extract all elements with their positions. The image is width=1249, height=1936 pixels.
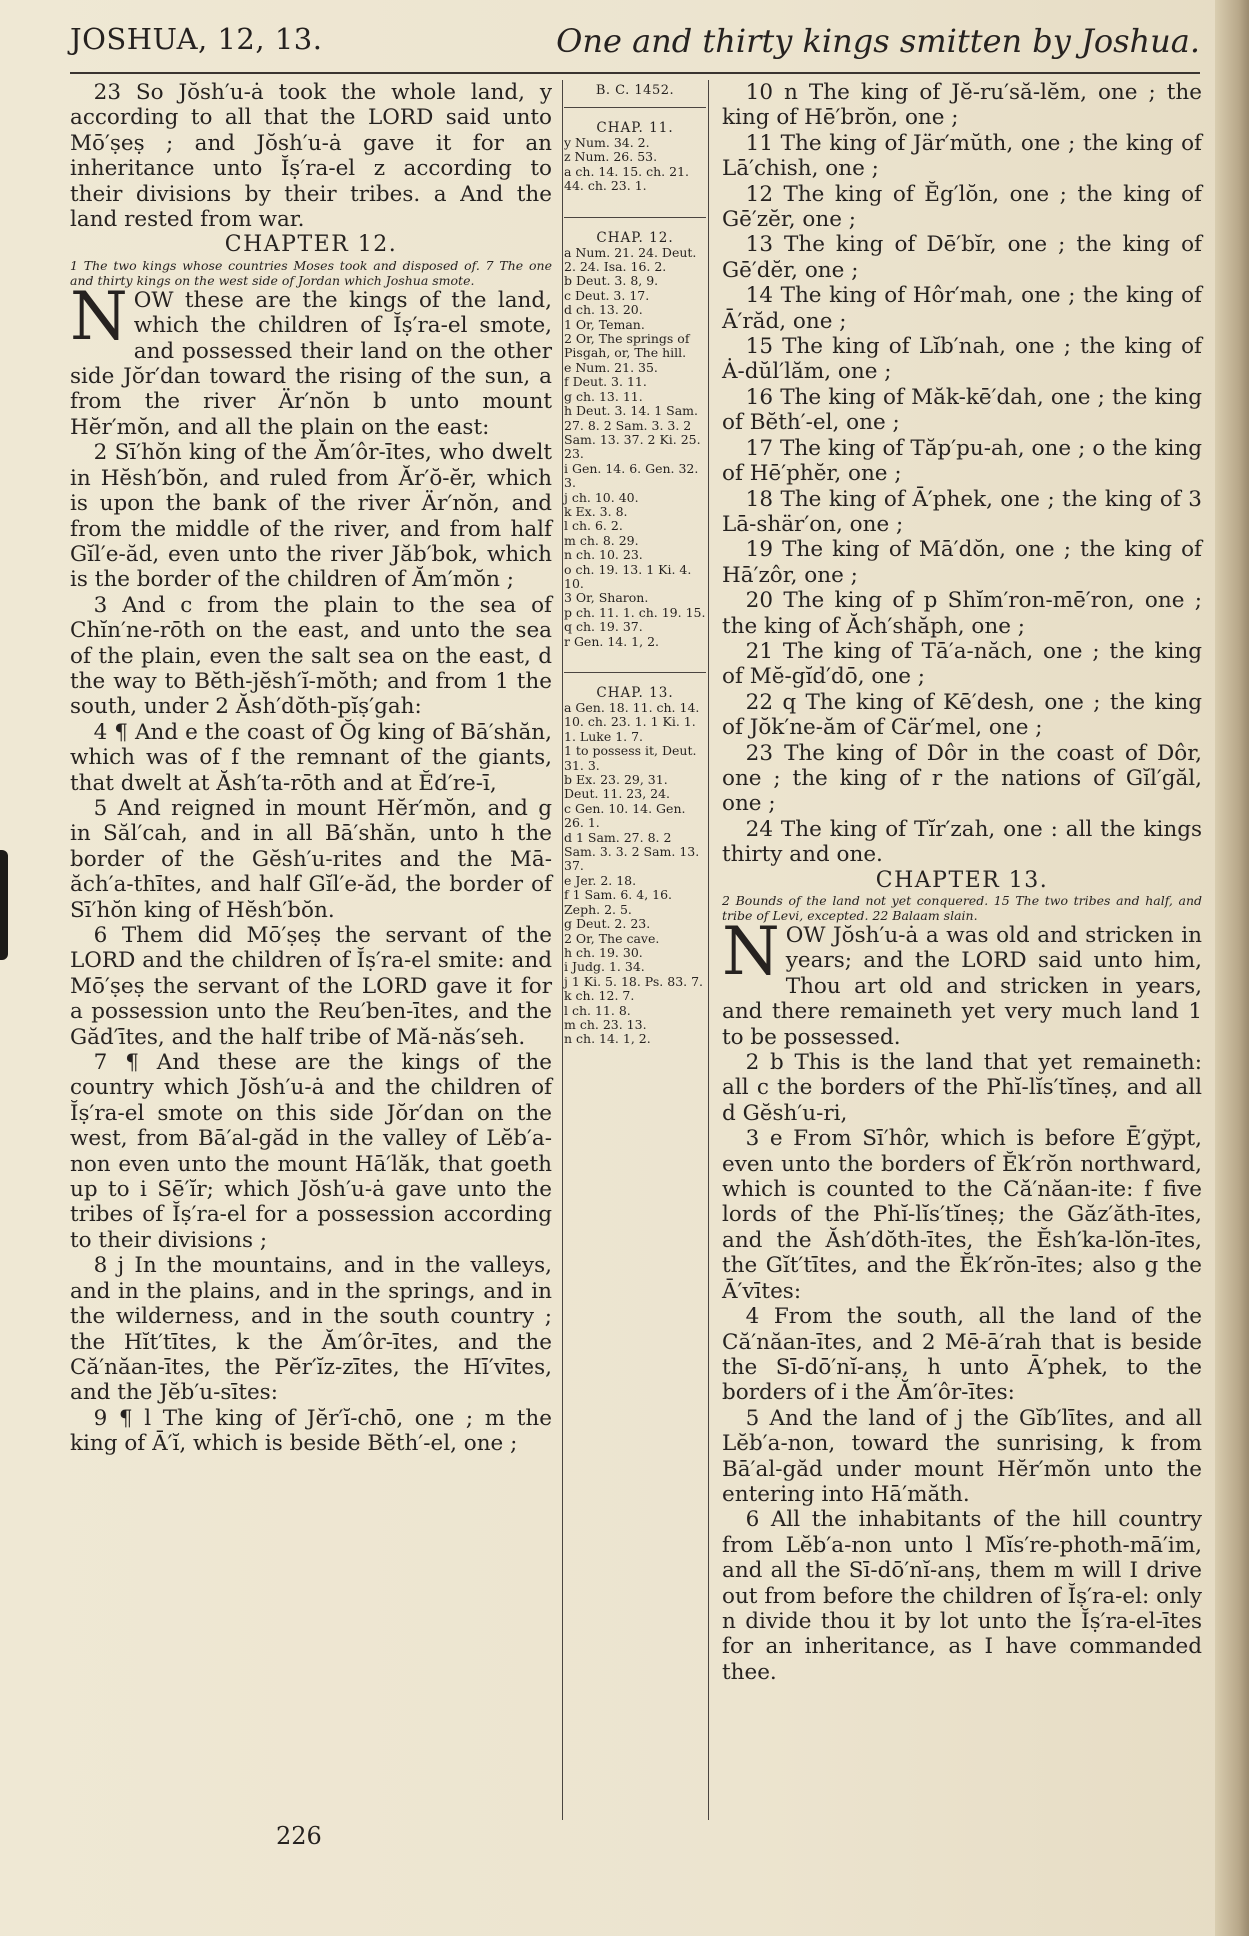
verse: 4 From the south, all the land of the Că′năan-ītes, and 2 Mē-ā′rah that is beside the Sī-dō′nĭ-anṣ, h unto Ā′phek, to the borders of i the Ăm′ôr-ītes: [722,1304,1202,1406]
chapter-summary: 1 The two kings whose countries Moses took and disposed of. 7 The one and thirty kings on the west side of Jordan which Joshua smote. [70,257,552,288]
verse [722,913,1202,1050]
cross-reference: 1 to possess it, Deut. 31. 3. [564,743,697,773]
verse: 19 The king of Mā′dŏn, one ; the king of Hā′zôr, one ; [722,537,1202,588]
reference-separator [564,217,706,218]
verse: 6 All the inhabitants of the hill country from Lĕb′a-non unto l Mĭs′re-photh-mā′im, and all the Sī-dō′nĭ-anṣ, them m will I drive out from before the children of Ĭṣ′ra-el: only n divide thou it by lot unto the Ĭṣ′ra-el-ītes for an inheritance, as I have commanded thee. [722,1507,1202,1685]
cross-reference: l ch. 11. 8. [564,1002,631,1018]
verse-text: OW Jŏsh′u-ȧ a was old and stricken in years; and the LORD said unto him, Thou art old and stricken in years, and there remaineth yet very much land 1 to be possessed. [722,923,1202,1050]
verse: 7 ¶ And these are the kings of the country which Jŏsh′u-ȧ and the children of Ĭṣ′ra-el smote on this side Jŏr′dan on the west, from Bā′al-găd in the valley of Lĕb′a-non even unto the mount Hā′lăk, that goeth up to i Sē′ĭr; which Jŏsh′u-ȧ gave unto the tribes of Ĭṣ′ra-el for a possession according to their divisions ; [70,1050,552,1253]
binding-mark [0,850,8,960]
verse: 9 ¶ l The king of Jĕr′ĭ-chō, one ; m the king of Ā′ĭ, which is beside Bĕth′-el, one ; [70,1405,552,1457]
reference-list [564,136,706,194]
column-rule [708,80,709,1820]
cross-reference: a ch. 14. 15. ch. 21. 44. ch. 23. 1. [564,163,690,194]
cross-reference: c Deut. 3. 17. [564,287,650,303]
header-rule [70,72,1200,74]
cross-reference: p ch. 11. 1. ch. 19. 15. [564,604,706,620]
cross-reference: m ch. 23. 13. [564,1016,647,1032]
verse: 14 The king of Hôr′mah, one ; the king of Ā′răd, one ; [722,283,1202,334]
reference-chapter-title: CHAP. 13. [596,685,674,701]
verse-text: OW these are the kings of the land, which the children of Ĭṣ′ra-el smote, and possessed their land on the other side Jŏr′dan toward the rising of the sun, a from the river Är′nŏn b unto mount Hĕr′mŏn, and all the plain on the east: [70,287,552,440]
cross-reference: h ch. 19. 30. [564,944,643,960]
running-head: JOSHUA, 12, 13. [70,22,323,56]
cross-reference: f Deut. 3. 11. [564,374,647,390]
cross-reference: a Num. 21. 24. Deut. 2. 24. Isa. 16. 2. [564,244,697,275]
page-edge-shadow [1215,0,1249,1936]
cross-reference: f 1 Sam. 6. 4, 16. Zeph. 2. 5. [564,887,673,917]
verse: 17 The king of Tăp′pu-ah, one ; o the king of Hē′phĕr, one ; [722,435,1202,487]
verse: 23 So Jŏsh′u-ȧ took the whole land, y according to all that the LORD said unto Mō′ṣeṣ ; and Jŏsh′u-ȧ gave it for an inheritance unto Ĭṣ′ra-el z according to their divisions by their tribes. a And the land rested from war. [70,80,552,233]
verse: 8 j In the mountains, and in the valleys, and in the plains, and in the springs, and in the wilderness, and in the south country ; the Hĭt′tītes, k the Ăm′ôr-ītes, and the Că′năan-ītes, the Pĕr′ĭz-zītes, the Hī′vītes, and the Jĕb′u-sītes: [70,1253,552,1406]
drop-cap: N [70,277,128,355]
verse: 3 And c from the plain to the sea of Chĭn′ne-rōth on the east, and unto the sea of the plain, even the salt sea on the east, d the way to Bĕth-jĕsh′ĭ-mŏth; and from 1 the south, under 2 Ăsh′dŏth-pĭṣ′gah: [70,592,552,720]
cross-reference: 2 Or, The springs of Pisgah, or, The hill. [564,331,690,361]
cross-reference: z Num. 26. 53. [564,149,658,165]
reference-chapter-title: CHAP. 12. [596,229,674,246]
verse: 24 The king of Tĭr′zah, one : all the kings thirty and one. [722,816,1202,868]
cross-reference: o ch. 19. 13. 1 Ki. 4. 10. [564,561,692,591]
verse: 18 The king of Ā′phek, one ; the king of 3 Lā-shär′on, one ; [722,486,1202,537]
left-text-column [70,80,552,1457]
cross-reference: n ch. 14. 1, 2. [564,1031,651,1047]
cross-reference: m ch. 8. 29. [564,532,639,548]
verse: 20 The king of p Shĭm′ron-mē′ron, one ; the king of Ăch′shăph, one ; [722,588,1202,639]
cross-reference: 2 Or, The cave. [564,930,660,946]
page-number: 226 [276,1822,322,1850]
verse: 10 n The king of Jĕ-ru′să-lĕm, one ; the king of Hē′brŏn, one ; [722,80,1202,131]
cross-reference: j ch. 10. 40. [564,489,639,505]
reference-column [564,80,706,1047]
verse: 2 Sī′hŏn king of the Ăm′ôr-ītes, who dwelt in Hĕsh′bŏn, and ruled from Ăr′ŏ-ĕr, which is upon the bank of the river Är′nŏn, and from the middle of the river, and from half Gĭl′e-ăd, even unto the river Jăb′bok, which is the border of the children of Ăm′mŏn ; [70,440,552,593]
verse: 3 e From Sī′hôr, which is before Ē′gўpt, even unto the borders of Ĕk′rŏn northward, which is counted to the Că′năan-ite: f five lords of the Phĭ-lĭs′tĭneṣ; the Găz′ăth-ītes, and the Ăsh′dŏth-ītes, the Ĕsh′ka-lŏn-ītes, the Gĭt′tītes, and the Ĕk′rŏn-ītes; also g the Ā′vītes: [722,1126,1202,1304]
cross-reference: a Gen. 18. 11. ch. 14. 10. ch. 23. 1. 1 Ki. 1. 1. Luke 1. 7. [564,700,700,744]
verse: 5 And the land of j the Gĭb′lītes, and all Lĕb′a-non, toward the sunrising, k from Bā′al-găd under mount Hĕr′mŏn unto the entering into Hā′măth. [722,1405,1202,1507]
chapter-summary: 2 Bounds of the land not yet conquered. 15 The two tribes and half, and tribe of Levi, excepted. 22 Balaam slain. [722,893,1202,923]
cross-reference: y Num. 34. 2. [564,135,650,150]
cross-reference: k Ex. 3. 8. [564,503,628,519]
chapter-heading: CHAPTER 13. [875,867,1049,893]
cross-reference: g Deut. 2. 23. [564,916,651,932]
verse: 23 The king of Dôr in the coast of Dôr, one ; the king of r the nations of Gĭl′găl, one ; [722,740,1202,817]
verse: 4 ¶ And e the coast of Ŏg king of Bā′shăn, which was of f the remnant of the giants, that dwelt at Ăsh′ta-rōth and at Ĕd′re-ī, [70,719,552,796]
cross-reference: e Jer. 2. 18. [564,872,637,888]
reference-separator [564,672,706,673]
cross-reference: g ch. 13. 11. [564,388,643,404]
page-header [70,22,1200,66]
verse: 5 And reigned in mount Hĕr′mŏn, and g in Săl′cah, and in all Bā′shăn, unto h the border of the Gĕsh′u-rites and the Mā-ăch′a-thītes, and half Gĭl′e-ăd, the border of Sī′hŏn king of Hĕsh′bŏn. [70,795,552,923]
cross-reference: c Gen. 10. 14. Gen. 26. 1. [564,800,686,831]
cross-reference: i Judg. 1. 34. [564,959,645,975]
cross-reference: 1 Or, Teman. [564,316,645,332]
verse: 12 The king of Ĕg′lŏn, one ; the king of Gē′zĕr, one ; [722,181,1202,233]
reference-list [564,701,706,1047]
cross-reference: n ch. 10. 23. [564,547,643,563]
date-reference: B. C. 1452. [595,83,675,98]
drop-cap: N [722,913,780,990]
running-title: One and thirty kings smitten by Joshua. [556,22,1200,60]
verse: 22 q The king of Kē′desh, one ; the king of Jŏk′ne-ăm of Cär′mel, one ; [722,689,1202,741]
verse: 21 The king of Tā′a-năch, one ; the king of Mĕ-gĭd′dō, one ; [722,638,1202,690]
reference-separator [564,107,706,108]
column-rule [562,80,563,1820]
verse: 6 Them did Mō′ṣeṣ the servant of the LORD and the children of Ĭṣ′ra-el smite: and Mō′ṣeṣ the servant of the LORD gave it for a possession unto the Reu′ben-ītes, and the Găd′ītes, and the half tribe of Mă-năs′seh. [70,923,552,1050]
cross-reference: d 1 Sam. 27. 8. 2 Sam. 3. 3. 2 Sam. 13. 37. [564,829,700,874]
cross-reference: h Deut. 3. 14. 1 Sam. 27. 8. 2 Sam. 3. 3. 2 Sam. 13. 37. 2 Ki. 25. 23. [564,403,701,462]
cross-reference: q ch. 19. 37. [564,619,643,635]
cross-reference: e Num. 21. 35. [564,359,658,375]
reference-chapter-title: CHAP. 11. [596,120,674,136]
chapter-heading: CHAPTER 12. [224,232,398,258]
cross-reference: b Deut. 3. 8, 9. [564,273,659,289]
verse: 2 b This is the land that yet remaineth: all c the borders of the Phĭ-lĭs′tĭneṣ, and all d Gĕsh′u-ri, [722,1050,1202,1126]
verse: 15 The king of Lĭb′nah, one ; the king of Ȧ-dŭl′lăm, one ; [722,334,1202,385]
right-text-column [722,80,1202,1685]
cross-reference: l ch. 6. 2. [564,518,623,534]
verse: 16 The king of Măk-kē′dah, one ; the king of Bĕth′-el, one ; [722,384,1202,436]
cross-reference: d ch. 13. 20. [564,302,643,318]
cross-reference: i Gen. 14. 6. Gen. 32. 3. [564,460,699,491]
cross-reference: j 1 Ki. 5. 18. Ps. 83. 7. [564,973,704,989]
verse: 11 The king of Jär′mŭth, one ; the king of Lā′chish, one ; [722,130,1202,182]
cross-reference: b Ex. 23. 29, 31. Deut. 11. 23, 24. [564,772,671,802]
cross-reference: r Gen. 14. 1, 2. [564,633,660,649]
verse: 13 The king of Dē′bĭr, one ; the king of Gē′dĕr, one ; [722,232,1202,283]
cross-reference: k ch. 12. 7. [564,988,635,1004]
reference-list [564,246,706,649]
verse [70,277,552,440]
cross-reference: 3 Or, Sharon. [564,590,649,606]
